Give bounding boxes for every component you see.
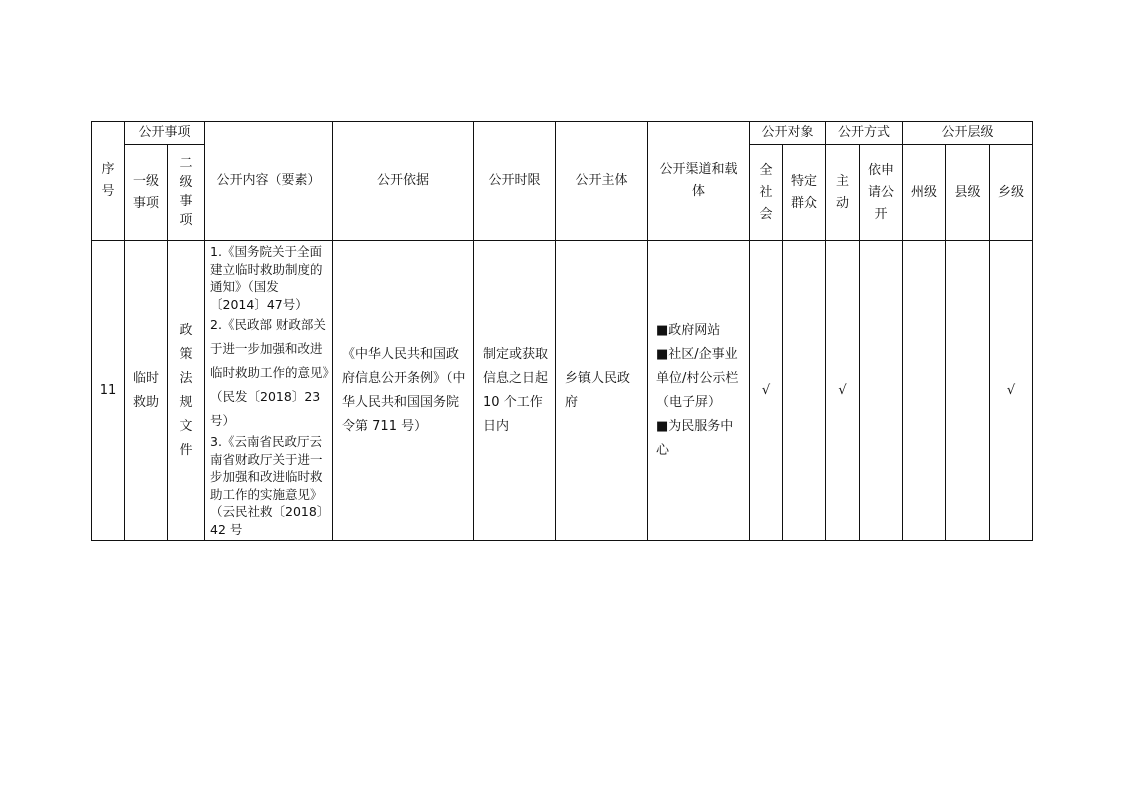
header-target-specific: 特定群众 bbox=[783, 145, 826, 241]
header-level1: 一级事项 bbox=[125, 145, 168, 241]
header-seq: 序号 bbox=[92, 122, 125, 241]
cell-basis: 《中华人民共和国政府信息公开条例》（中华人民共和国国务院令第 711 号） bbox=[333, 241, 474, 541]
header-method-apply: 依申请公开 bbox=[860, 145, 903, 241]
header-row-1 bbox=[92, 122, 1033, 145]
cell-level1: 临时救助 bbox=[125, 241, 168, 541]
header-channel: 公开渠道和载体 bbox=[648, 122, 750, 241]
header-method-active: 主动 bbox=[826, 145, 860, 241]
header-time-limit: 公开时限 bbox=[474, 122, 556, 241]
check-target-specific bbox=[783, 241, 826, 541]
header-subject: 公开主体 bbox=[556, 122, 648, 241]
header-level-town: 乡级 bbox=[990, 145, 1033, 241]
check-method-active: √ bbox=[826, 241, 860, 541]
cell-seq: 11 bbox=[92, 241, 125, 541]
check-level-town: √ bbox=[990, 241, 1033, 541]
cell-time-limit: 制定或获取信息之日起 10 个工作日内 bbox=[474, 241, 556, 541]
content-item-2: 2.《民政部 财政部关于进一步加强和改进临时救助工作的意见》（民发〔2018〕23号） bbox=[210, 317, 329, 428]
channel-item-2: ■社区/企事业单位/村公示栏（电子屏） bbox=[656, 346, 739, 410]
check-method-apply bbox=[860, 241, 903, 541]
content-item-1: 1.《国务院关于全面建立临时救助制度的通知》（国发〔2014〕47号） bbox=[210, 244, 323, 312]
header-level2: 二级事项 bbox=[168, 145, 205, 241]
check-level-state bbox=[903, 241, 946, 541]
header-content: 公开内容（要素） bbox=[205, 122, 333, 241]
cell-level2: 政策法规文件 bbox=[168, 241, 205, 541]
header-method-group: 公开方式 bbox=[826, 122, 903, 145]
header-level-state: 州级 bbox=[903, 145, 946, 241]
content-item-3: 3.《云南省民政厅云南省财政厅关于进一步加强和改进临时救助工作的实施意见》（云民社救〔2018〕42 号 bbox=[210, 434, 324, 537]
header-basis: 公开依据 bbox=[333, 122, 474, 241]
header-level-county: 县级 bbox=[946, 145, 990, 241]
header-items-group: 公开事项 bbox=[125, 122, 205, 145]
check-target-all: √ bbox=[750, 241, 783, 541]
check-level-county bbox=[946, 241, 990, 541]
cell-channel bbox=[648, 241, 750, 541]
header-target-all: 全社会 bbox=[750, 145, 783, 241]
channel-item-1: ■政府网站 bbox=[656, 322, 721, 338]
header-level-group: 公开层级 bbox=[903, 122, 1033, 145]
disclosure-table bbox=[91, 121, 1033, 541]
table-row bbox=[92, 241, 1033, 541]
cell-content bbox=[205, 241, 333, 541]
header-target-group: 公开对象 bbox=[750, 122, 826, 145]
channel-item-3: ■为民服务中心 bbox=[656, 418, 734, 458]
cell-subject: 乡镇人民政府 bbox=[556, 241, 648, 541]
